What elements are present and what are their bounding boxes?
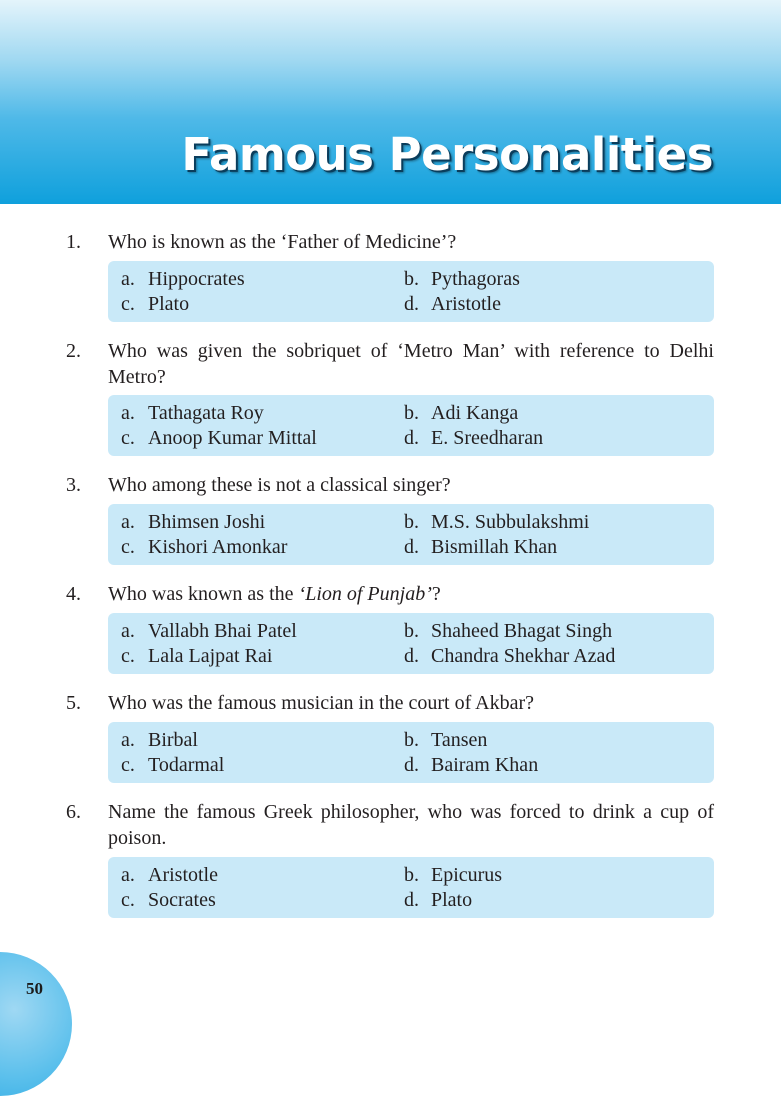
options-box-4: [108, 613, 714, 674]
question-text: Name the famous Greek philosopher, who was forced to drink a cup of poison.: [108, 801, 714, 849]
question-number: 4.: [66, 583, 81, 605]
option-a[interactable]: a. Tathagata Roy: [121, 402, 264, 424]
option-d[interactable]: d. Plato: [404, 889, 473, 911]
option-b[interactable]: b. M.S. Subbulakshmi: [404, 511, 590, 533]
options-box-6: [108, 857, 714, 918]
option-c[interactable]: c. Todarmal: [121, 754, 225, 776]
option-b[interactable]: b. Epicurus: [404, 864, 503, 886]
option-c[interactable]: c. Plato: [121, 293, 190, 315]
option-b[interactable]: b. Pythagoras: [404, 268, 520, 290]
page-number-badge: [0, 952, 72, 1096]
question-number: 3.: [66, 474, 81, 496]
question-text: Who was given the sobriquet of ‘Metro Man’ with reference to Delhi Metro?: [108, 340, 714, 388]
option-a[interactable]: a. Bhimsen Joshi: [121, 511, 266, 533]
question-text: Who was known as the ‘Lion of Punjab’?: [108, 583, 441, 605]
question-number: 2.: [66, 340, 81, 362]
options-box-1: [108, 261, 714, 322]
option-b[interactable]: b. Adi Kanga: [404, 402, 519, 424]
option-d[interactable]: d. Chandra Shekhar Azad: [404, 645, 616, 667]
option-a[interactable]: a. Vallabh Bhai Patel: [121, 620, 297, 642]
option-d[interactable]: d. Aristotle: [404, 293, 501, 315]
option-a[interactable]: a. Aristotle: [121, 864, 218, 886]
page-title: Famous Personalities: [181, 128, 713, 181]
question-number: 5.: [66, 692, 81, 714]
option-d[interactable]: d. E. Sreedharan: [404, 427, 544, 449]
question-text: Who is known as the ‘Father of Medicine’?: [108, 231, 457, 253]
option-c[interactable]: c. Anoop Kumar Mittal: [121, 427, 317, 449]
option-c[interactable]: c. Socrates: [121, 889, 216, 911]
italic-phrase: ‘Lion of Punjab’: [298, 583, 432, 605]
option-d[interactable]: d. Bairam Khan: [404, 754, 539, 776]
page-number: 50: [26, 979, 43, 998]
header-banner: [0, 0, 781, 204]
question-number: 1.: [66, 231, 81, 253]
option-d[interactable]: d. Bismillah Khan: [404, 536, 558, 558]
option-c[interactable]: c. Kishori Amonkar: [121, 536, 288, 558]
options-box-3: [108, 504, 714, 565]
option-b[interactable]: b. Shaheed Bhagat Singh: [404, 620, 613, 642]
option-a[interactable]: a. Hippocrates: [121, 268, 245, 290]
options-box-5: [108, 722, 714, 783]
option-b[interactable]: b. Tansen: [404, 729, 488, 751]
question-text: Who was the famous musician in the court of Akbar?: [108, 692, 534, 714]
option-c[interactable]: c. Lala Lajpat Rai: [121, 645, 273, 667]
options-box-2: [108, 395, 714, 456]
option-a[interactable]: a. Birbal: [121, 729, 198, 751]
question-number: 6.: [66, 801, 81, 823]
question-text: Who among these is not a classical singer?: [108, 474, 451, 496]
